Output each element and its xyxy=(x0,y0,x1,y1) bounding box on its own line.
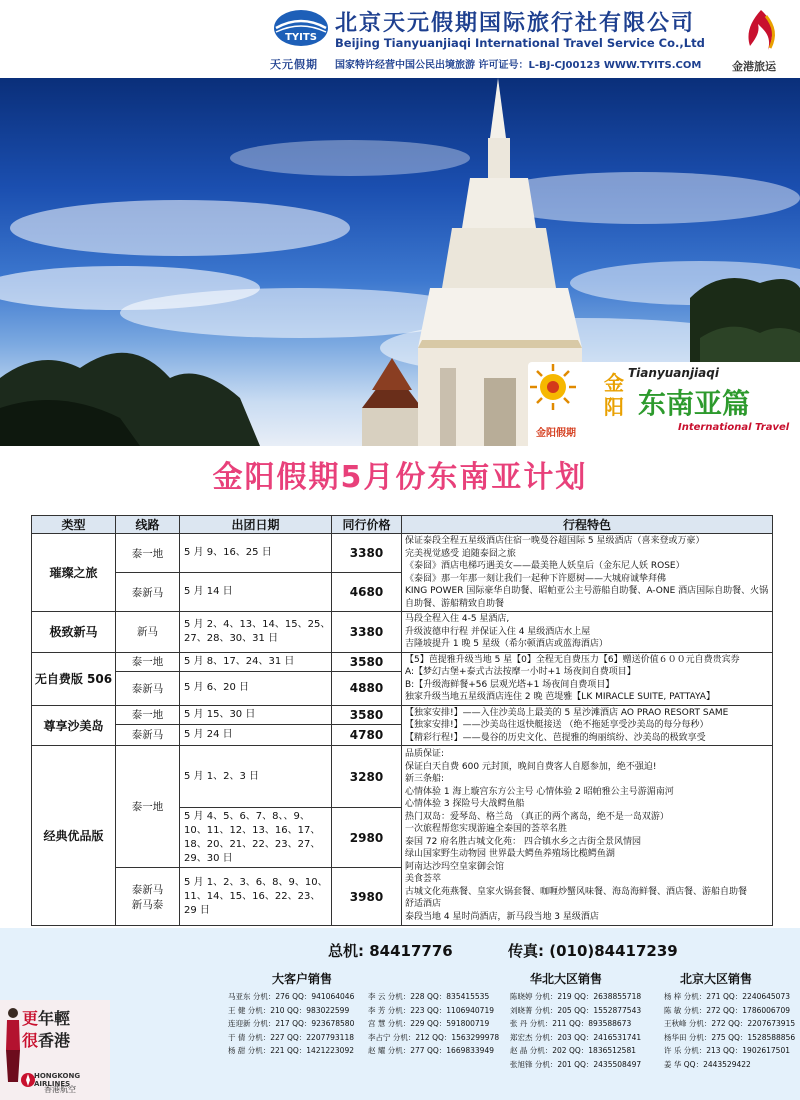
sales-contact: 杨 甜 分机：221 QQ：1421223092 xyxy=(228,1046,354,1055)
features-cell xyxy=(402,534,773,612)
header-dates: 出团日期 xyxy=(180,516,332,534)
header-route: 线路 xyxy=(116,516,180,534)
badge-en-top: Tianyuanjiaqi xyxy=(628,366,719,380)
feature-line: 升级波德申行程 并保证入住 4 星级酒店水上屋 xyxy=(405,626,591,637)
feature-line: 保证泰段全程五星级酒店住宿一晚曼谷超国际 5 星级酒店（喜来登或万豪） xyxy=(405,536,705,546)
sales-title-beijing: 北京大区销售 xyxy=(680,972,753,986)
dates-cell: 5 月 4、5、6、7、8、、9、10、11、12、13、16、17、18、20、21、22、23、27、29、30 日 xyxy=(180,808,332,868)
type-cell: 无自费版 506 xyxy=(32,652,116,705)
ad-red-char-1: 更 xyxy=(22,1009,39,1028)
route-cell xyxy=(116,868,180,926)
features-cell xyxy=(402,746,773,926)
feature-line: 【独家安排!】——入住沙美岛上最美的 5 星沙滩酒店 AO PRAO RESORT SAME xyxy=(405,707,729,718)
hongkong-airlines-ad xyxy=(0,1000,110,1100)
feature-line: 泰国 72 府名胜古城文化苑： 四合镇水乡之古街全景风情园 xyxy=(405,836,642,847)
route-cell: 泰新马 xyxy=(116,671,180,705)
logo-right-caption: 金港旅运 xyxy=(732,60,776,73)
page-title: 金阳假期5月份东南亚计划 xyxy=(212,460,588,495)
feature-line: 【5】芭提雅升级当地 5 星【0】全程无自费压力【6】赠送价值６００元自费贵宾券 xyxy=(405,654,740,665)
feature-line: 美食荟萃 xyxy=(405,874,442,884)
hotline: 总机: 84417776 xyxy=(328,942,453,960)
sales-contact: 张旭锋 分机：201 QQ：2435508497 xyxy=(510,1059,642,1069)
table-row xyxy=(32,705,773,724)
route-line: 泰新马 xyxy=(131,883,164,896)
ad-text-1: 年輕 xyxy=(38,1009,71,1028)
sales-contact: 马亚东 分机：276 QQ：941064046 xyxy=(228,992,355,1001)
feature-line: B:【升级海鲜餐+56 层观光塔+1 场夜间自费项目】 xyxy=(405,679,615,690)
flight-attendant-icon xyxy=(4,1006,22,1082)
feature-line: 马段全程入住 4-5 星酒店, xyxy=(405,614,510,624)
route-cell: 泰一地 xyxy=(116,746,180,868)
route-cell: 泰一地 xyxy=(116,705,180,724)
price-cell: 3580 xyxy=(332,652,402,671)
ad-slogan-line1 xyxy=(22,1006,70,1029)
sales-contact: 李 芳 分机：223 QQ：1106940719 xyxy=(368,1005,494,1015)
sales-contact: 杨华田 分机：275 QQ：1528588856 xyxy=(664,1032,796,1042)
tyits-globe-logo-icon xyxy=(272,8,330,48)
ad-red-char-2: 很 xyxy=(22,1031,39,1050)
sales-contact: 郑宏杰 分机：203 QQ：2416531741 xyxy=(510,1032,642,1042)
price-cell: 3980 xyxy=(332,868,402,926)
type-cell: 极致新马 xyxy=(32,612,116,653)
features-cell xyxy=(402,705,773,746)
dates-cell: 5 月 8、17、24、31 日 xyxy=(180,652,332,671)
feature-line: 热门双岛：爱琴岛、格兰岛 （真正的两个离岛，绝不是一岛双游） xyxy=(405,811,669,822)
feature-line: 吉隆坡提升 1 晚 5 星级（希尔顿酒店或蓝海酒店） xyxy=(405,639,608,649)
logo-left-caption: 天元假期 xyxy=(270,58,318,71)
badge-series-name: 东南亚篇 xyxy=(638,387,751,420)
dates-cell: 5 月 1、2、3、6、8、9、10、11、14、15、16、22、23、29 日 xyxy=(180,868,332,926)
sales-contact: 陈 敏 分机：272 QQ：1786006709 xyxy=(664,1005,790,1015)
table-row xyxy=(32,534,773,573)
fax: 传真: (010)84417239 xyxy=(508,942,678,960)
sales-contact: 于 倩 分机：227 QQ：2207793118 xyxy=(228,1032,354,1042)
table-header-row xyxy=(32,516,773,534)
dates-cell: 5 月 15、30 日 xyxy=(180,705,332,724)
sales-list-key-accounts-1 xyxy=(228,990,354,1058)
price-cell: 4880 xyxy=(332,671,402,705)
route-cell: 泰一地 xyxy=(116,534,180,573)
feature-line: 【精彩行程!】——曼谷的历史文化、芭提雅的绚丽缤纷、沙美岛的极致享受 xyxy=(405,732,706,743)
dates-cell: 5 月 1、2、3 日 xyxy=(180,746,332,808)
ad-text-2: 香港 xyxy=(38,1031,71,1050)
sales-contact: 姜 华 QQ：2443529422 xyxy=(664,1059,751,1069)
features-cell xyxy=(402,652,773,705)
sales-title-north-china: 华北大区销售 xyxy=(530,972,603,986)
sales-title-key-accounts: 大客户销售 xyxy=(272,972,333,986)
feature-line: 新三条船: xyxy=(405,774,445,784)
feature-line: 阿南达沙玛空皇家御会馆 xyxy=(405,861,505,872)
route-cell: 新马 xyxy=(116,612,180,653)
dates-cell: 5 月 24 日 xyxy=(180,724,332,745)
sales-contact: 陈晓婷 分机：219 QQ：2638855718 xyxy=(510,992,642,1001)
price-cell: 4780 xyxy=(332,724,402,745)
feature-line: 心情体验 3 探险号大战鳄鱼船 xyxy=(405,799,525,809)
feature-line: 绿山国家野生动物园 世界最大鳄鱼养殖场比榄鳄鱼湖 xyxy=(405,849,615,859)
feature-line: 品质保证: xyxy=(405,749,445,759)
dates-cell: 5 月 9、16、25 日 xyxy=(180,534,332,573)
jingang-flame-logo-icon xyxy=(738,6,784,56)
price-cell: 3580 xyxy=(332,705,402,724)
company-name-cn: 北京天元假期国际旅行社有限公司 xyxy=(335,10,696,36)
table-row xyxy=(32,652,773,671)
dates-cell: 5 月 6、20 日 xyxy=(180,671,332,705)
dates-cell: 5 月 2、4、13、14、15、25、27、28、30、31 日 xyxy=(180,612,332,653)
sales-contact: 刘晓菁 分机：205 QQ：1552877543 xyxy=(510,1005,642,1015)
sales-contact: 张 丹 分机：211 QQ：893588673 xyxy=(510,1019,632,1028)
feature-line: 一次旅程帮您实现游遍全泰国的荟萃名胜 xyxy=(405,824,568,834)
type-cell: 尊享沙美岛 xyxy=(32,705,116,746)
price-cell: 4680 xyxy=(332,573,402,612)
sales-contact: 许 乐 分机：213 QQ：1902617501 xyxy=(664,1046,790,1055)
sales-list-key-accounts-2 xyxy=(368,990,499,1058)
itinerary-table xyxy=(31,515,773,926)
header xyxy=(0,0,800,78)
sales-list-north-china xyxy=(510,990,641,1071)
ad-airline-cn: 香港航空 xyxy=(44,1085,76,1094)
sales-list-beijing xyxy=(664,990,795,1071)
route-cell: 泰一地 xyxy=(116,652,180,671)
feature-line: 舒适酒店 xyxy=(405,899,442,909)
ad-slogan-line2 xyxy=(22,1028,70,1051)
feature-line: 保证白天自费 600 元封顶，晚间自费客人自愿参加，绝不强迫! xyxy=(405,761,657,772)
sales-contact: 李占宁 分机：212 QQ：1563299978 xyxy=(368,1032,500,1042)
table-row xyxy=(32,746,773,808)
price-cell: 3380 xyxy=(332,534,402,573)
sales-contact: 杨 梓 分机：271 QQ：2240645073 xyxy=(664,992,790,1001)
header-features: 行程特色 xyxy=(402,516,773,534)
feature-line: 《泰囧》酒店电梯巧遇美女——最美艳人妖皇后（金东尼人妖 ROSE） xyxy=(405,561,685,571)
price-cell: 2980 xyxy=(332,808,402,868)
features-cell xyxy=(402,612,773,653)
feature-line: 泰段当地 4 星时尚酒店，新马段当地 3 星级酒店 xyxy=(405,911,599,922)
type-cell: 经典优品版 xyxy=(32,746,116,926)
ad-airline-en: HONGKONG AIRLINES xyxy=(34,1072,81,1088)
sales-contact: 李 云 分机：228 QQ：835415535 xyxy=(368,992,490,1001)
feature-line: KING POWER 国际豪华自助餐、昭帕亚公主号游船自助餐、A-ONE 酒店国际自助餐、火锅 xyxy=(405,586,769,596)
price-cell: 3280 xyxy=(332,746,402,808)
header-price: 同行价格 xyxy=(332,516,402,534)
price-cell: 3380 xyxy=(332,612,402,653)
sales-contact: 王 健 分机：210 QQ：983022599 xyxy=(228,1005,350,1015)
sales-contact: 赵 晶 分机：202 QQ：1836512581 xyxy=(510,1046,636,1055)
logo-mark-text: TYITS xyxy=(285,32,317,43)
feature-line: A:【梦幻古堡+泰式古法按摩一小时+1 场夜间自费项目】 xyxy=(405,667,636,677)
feature-line: 独家升级当地五星级酒店连住 2 晚 芭堤雅【LK MIRACLE SUITE, PATTAYA】 xyxy=(405,692,715,702)
sales-contact: 赵 耀 分机：277 QQ：1669833949 xyxy=(368,1046,494,1055)
badge-yang-char: 阳 xyxy=(604,395,624,419)
header-type: 类型 xyxy=(32,516,116,534)
feature-line: 心情体验 1 海上璇宫东方公主号 心情体验 2 昭帕雅公主号游湄南河 xyxy=(405,786,674,797)
sales-contact: 连迎新 分机：217 QQ：923678580 xyxy=(228,1019,355,1028)
table-row xyxy=(32,612,773,653)
company-name-en: Beijing Tianyuanjiaqi International Travel Service Co.,Ltd xyxy=(335,36,705,50)
sun-logo-icon xyxy=(528,362,578,412)
feature-line: 自助餐、游船精致自助餐 xyxy=(405,598,505,609)
route-line: 新马泰 xyxy=(131,898,164,911)
route-cell: 泰新马 xyxy=(116,724,180,745)
feature-line: 【独家安排!】——沙美岛往返快艇接送 （绝不拖延享受沙美岛的每分每秒） xyxy=(405,720,709,730)
dates-cell: 5 月 14 日 xyxy=(180,573,332,612)
feature-line: 《泰囧》那一年那一刻让我们一起种下许愿树——大城府诚挚拜佛 xyxy=(405,573,667,584)
badge-brand-small: 金阳假期 xyxy=(536,428,576,439)
sales-contact: 宫 慧 分机：229 QQ：591800719 xyxy=(368,1019,490,1028)
hero-temple-image xyxy=(0,78,800,446)
series-badge xyxy=(528,362,800,446)
route-cell: 泰新马 xyxy=(116,573,180,612)
feature-line: 古城文化苑燕餐、皇家火锅套餐、咖喱炒蟹风味餐、海岛海鲜餐、酒店餐、游船自助餐 xyxy=(405,886,748,897)
badge-jin-char: 金 xyxy=(604,371,624,395)
feature-line: 完美视觉感受 追随泰囧之旅 xyxy=(405,548,516,559)
license-line: 国家特许经营中国公民出境旅游 许可证号：L-BJ-CJ00123 WWW.TYITS.COM xyxy=(335,60,702,71)
badge-en-bottom: International Travel xyxy=(678,422,790,433)
type-cell: 璀璨之旅 xyxy=(32,534,116,612)
sales-contact: 王秋峰 分机：272 QQ：2207673915 xyxy=(664,1019,796,1028)
